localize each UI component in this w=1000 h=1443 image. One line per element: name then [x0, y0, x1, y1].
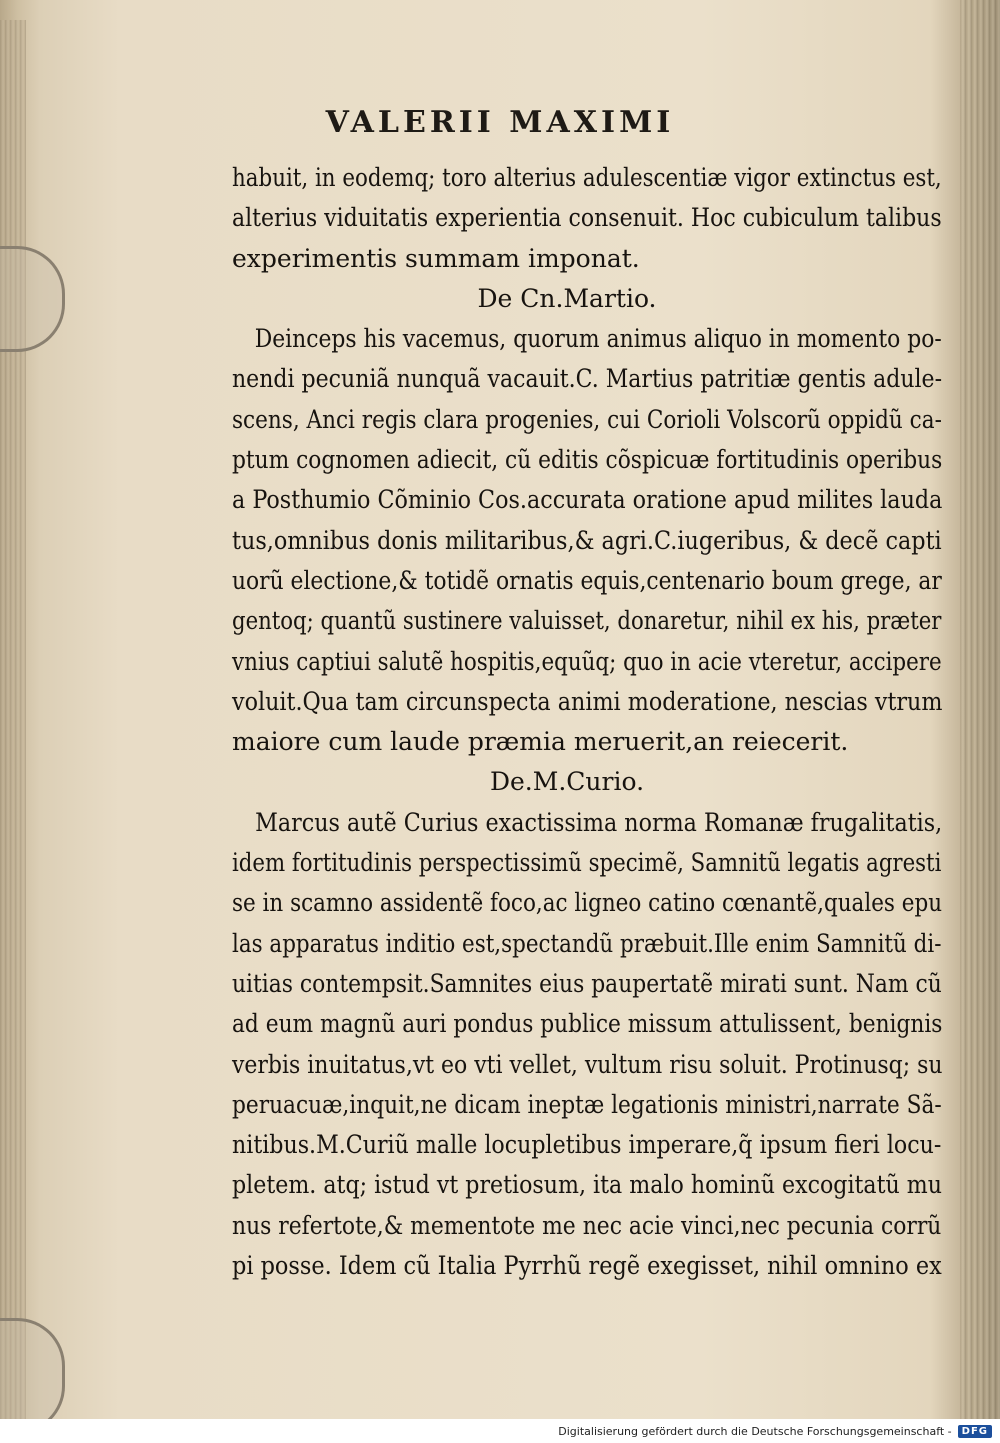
text-line: a Posthumio Cõminio Cos.accurata oratione apud milites lauda — [232, 485, 943, 515]
text-line: experimentis summam imponat. — [232, 243, 640, 273]
text-line: verbis inuitatus,vt eo vti vellet, vultum risu soluit. Protinusq; su — [232, 1049, 943, 1079]
text-line: habuit, in eodemq; toro alterius adulescentiæ vigor extinctus est, — [232, 163, 942, 192]
text-line: nus refertote,& mementote me nec acie vinci,nec pecunia corrũ — [232, 1210, 942, 1240]
text-line: pletem. atq; istud vt pretiosum, ita malo hominũ excogitatũ mu — [232, 1170, 943, 1200]
dfg-logo: DFG — [958, 1425, 992, 1438]
text-line: tus,omnibus donis militaribus,& agri.C.iugeribus, & decẽ capti — [232, 525, 942, 555]
section-heading: De.M.Curio. — [489, 767, 645, 797]
text-line: las apparatus inditio est,spectandũ præbuit.Ille enim Samnitũ di- — [232, 928, 942, 958]
text-line: nitibus.M.Curiũ malle locupletibus imperare,q̃ ipsum fieri locu- — [232, 1130, 942, 1160]
binding-clasp-top — [0, 246, 65, 352]
text-line: idem fortitudinis perspectissimũ specimẽ, Samnitũ legatis agresti — [232, 848, 942, 878]
text-line: Deinceps his vacemus, quorum animus aliquo in momento po- — [254, 324, 942, 354]
page-edge-right — [960, 0, 1000, 1443]
text-line: ptum cognomen adiecit, cũ editis cõspicuæ fortitudinis operibus — [232, 445, 943, 475]
text-line: peruacuæ,inquit,ne dicam ineptæ legationis ministri,narrate Sã- — [232, 1089, 942, 1119]
digitization-footer — [0, 1419, 1000, 1443]
text-line: Marcus autẽ Curius exactissima norma Romanæ frugalitatis, — [255, 807, 943, 837]
text-line: nendi pecuniã nunquã vacauit.C. Martius patritiæ gentis adule- — [232, 364, 943, 394]
text-line: voluit.Qua tam circunspecta animi moderatione, nescias vtrum — [232, 686, 943, 716]
text-block — [232, 158, 942, 1286]
binding-clasp-bottom — [0, 1318, 65, 1434]
text-line: gentoq; quantũ sustinere valuisset, donaretur, nihil ex his, præter — [232, 606, 942, 636]
footer-credit: Digitalisierung gefördert durch die Deutsche Forschungsgemeinschaft - — [558, 1424, 952, 1438]
text-line: uitias contempsit.Samnites eius paupertatẽ mirati sunt. Nam cũ — [232, 968, 942, 998]
text-line: alterius viduitatis experientia consenuit. Hoc cubiculum talibus — [232, 203, 942, 233]
text-line: se in scamno assidentẽ foco,ac ligneo catino cœnantẽ,quales epu — [232, 888, 943, 918]
text-line: scens, Anci regis clara progenies, cui Corioli Volscorũ oppidũ ca- — [232, 404, 942, 434]
section-heading: De Cn.Martio. — [477, 283, 657, 313]
text-line: maiore cum laude præmia meruerit,an reiecerit. — [232, 727, 849, 757]
text-line: vnius captiui salutẽ hospitis,equũq; quo in acie vteretur, accipere — [232, 646, 942, 676]
page-edge-left — [0, 20, 26, 1420]
text-line: ad eum magnũ auri pondus publice missum attulissent, benignis — [232, 1009, 943, 1039]
text-line: uorũ electione,& totidẽ ornatis equis,centenario boum grege, ar — [232, 565, 942, 595]
running-head: VALERII MAXIMI — [325, 105, 675, 140]
text-line: pi posse. Idem cũ Italia Pyrrhũ regẽ exegisset, nihil omnino ex — [232, 1251, 942, 1281]
